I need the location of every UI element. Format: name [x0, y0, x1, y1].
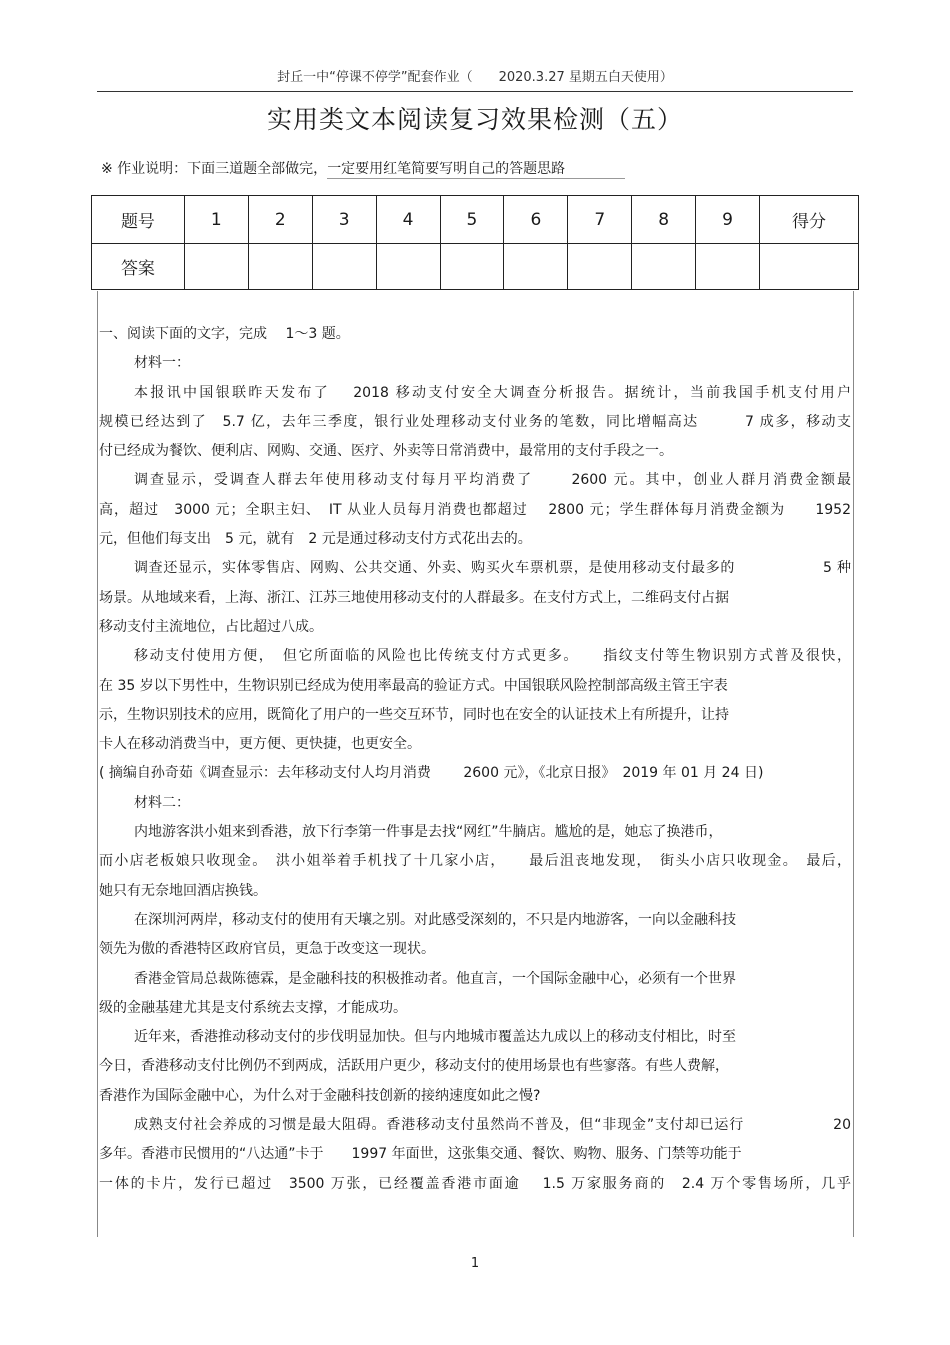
question-number-cell: 4: [376, 196, 440, 244]
passage-line: 示，生物识别技术的应用，既简化了用户的一些交互环节，同时也在安全的认证技术上有所提升，让持: [99, 706, 729, 723]
passage-line: 香港金管局总裁陈德霖，是金融科技的积极推动者。他直言，一个国际金融中心，必须有一个世界: [134, 970, 736, 987]
passage-line: 在深圳河两岸，移动支付的使用有天壤之别。对此感受深刻的，不只是内地游客，一向以金融科技: [134, 911, 736, 928]
passage-line: 近年来，香港推动移动支付的步伐明显加快。但与内地城市覆盖达九成以上的移动支付相比，时至: [134, 1029, 736, 1046]
instruction-emphasis: 一定要用红笔简要写明自己的答题思路: [327, 158, 625, 179]
material-one-source: ( 摘编自孙奇茹《调查显示：去年移动支付人均月消费 2600 元》，《北京日报》 2019 年 01 月 24 日): [99, 765, 764, 782]
score-cell[interactable]: [760, 244, 859, 290]
question-number-cell: 2: [248, 196, 312, 244]
material-one-label: 材料一：: [134, 355, 190, 372]
answer-cell[interactable]: [440, 244, 504, 290]
question-number-cell: 7: [568, 196, 632, 244]
passage-line: 规模已经达到了 5.7 亿，去年三季度，银行业处理移动支付业务的笔数，同比增幅高达 7 成多，移动支: [99, 413, 851, 430]
passage-line: 多年。香港市民惯用的“八达通”卡于 1997 年面世，这张集交通、餐饮、购物、服务、门禁等功能于: [99, 1146, 742, 1163]
question-number-cell: 8: [632, 196, 696, 244]
reading-passage: [99, 320, 851, 1199]
passage-line: 她只有无奈地回酒店换钱。: [99, 882, 267, 899]
assignment-instruction: [101, 158, 625, 179]
score-header-cell: 得分: [760, 196, 859, 244]
page-number: 1: [470, 1256, 480, 1271]
page-header: 封丘一中“停课不停学”配套作业（ 2020.3.27 星期五白天使用）: [277, 70, 673, 85]
answer-cell[interactable]: [248, 244, 312, 290]
answer-row: [92, 244, 859, 290]
passage-line: 高，超过 3000 元；全职主妇、 IT 从业人员每月消费也都超过 2800 元；学生群体每月消费金额为 1952: [99, 501, 851, 518]
passage-line: 场景。从地域来看，上海、浙江、江苏三地使用移动支付的人群最多。在支付方式上，二维码支付占据: [99, 589, 729, 606]
passage-line: 本报讯中国银联昨天发布了 2018 移动支付安全大调查分析报告。据统计，当前我国手机支付用户: [134, 384, 851, 401]
header-divider: [97, 91, 853, 92]
answer-table: [91, 195, 859, 290]
passage-line: 元，但他们每支出 5 元，就有 2 元是通过移动支付方式花出去的。: [99, 531, 532, 548]
answer-cell[interactable]: [504, 244, 568, 290]
passage-line: 调查还显示，实体零售店、网购、公共交通、外卖、购买火车票机票，是使用移动支付最多的 5 种: [134, 560, 851, 577]
question-number-cell: 3: [312, 196, 376, 244]
passage-line: 今日，香港移动支付比例仍不到两成，活跃用户更少，移动支付的使用场景也有些寥落。有些人费解，: [99, 1058, 729, 1075]
question-number-row: [92, 196, 859, 244]
passage-line: 在 35 岁以下男性中，生物识别已经成为使用率最高的验证方式。中国银联风险控制部高级主管王宇表: [99, 677, 728, 694]
question-number-cell: 1: [184, 196, 248, 244]
answer-cell[interactable]: [184, 244, 248, 290]
answer-cell[interactable]: [696, 244, 760, 290]
material-two-label: 材料二：: [134, 794, 190, 811]
answer-cell[interactable]: [376, 244, 440, 290]
answer-cell[interactable]: [568, 244, 632, 290]
question-number-cell: 5: [440, 196, 504, 244]
page-title: 实用类文本阅读复习效果检测（五）: [266, 105, 683, 134]
passage-line: 而小店老板娘只收现金。 洪小姐举着手机找了十几家小店， 最后沮丧地发现， 街头小店只收现金。 最后，: [99, 853, 851, 870]
answer-label-cell: 答案: [92, 244, 185, 290]
header-cell: 题号: [92, 196, 185, 244]
passage-line: 移动支付使用方便， 但它所面临的风险也比传统支付方式更多。 指纹支付等生物识别方式普及很快，: [134, 648, 851, 665]
instruction-prefix: ※ 作业说明：下面三道题全部做完，: [101, 161, 328, 177]
passage-line: 调查显示，受调查人群去年使用移动支付每月平均消费了 2600 元。其中，创业人群月消费金额最: [134, 472, 851, 489]
section-heading: 一、阅读下面的文字，完成 1～3 题。: [99, 326, 350, 342]
question-number-cell: 9: [696, 196, 760, 244]
passage-line: 成熟支付社会养成的习惯是最大阻碍。香港移动支付虽然尚不普及，但“非现金”支付却已运行 20: [134, 1117, 851, 1134]
answer-cell[interactable]: [312, 244, 376, 290]
passage-line: 领先为傲的香港特区政府官员，更急于改变这一现状。: [99, 941, 435, 958]
passage-line: 级的金融基建尤其是支付系统去支撑，才能成功。: [99, 999, 407, 1016]
passage-line: 付已经成为餐饮、便利店、网购、交通、医疗、外卖等日常消费中，最常用的支付手段之一。: [99, 443, 673, 460]
passage-line: 移动支付主流地位，占比超过八成。: [99, 618, 323, 635]
answer-cell[interactable]: [632, 244, 696, 290]
passage-line: 香港作为国际金融中心，为什么对于金融科技创新的接纳速度如此之慢?: [99, 1087, 541, 1104]
passage-line: 一体的卡片，发行已超过 3500 万张，已经覆盖香港市面逾 1.5 万家服务商的 2.4 万个零售场所，几乎: [99, 1175, 851, 1192]
question-number-cell: 6: [504, 196, 568, 244]
passage-line: 卡人在移动消费当中，更方便、更快捷，也更安全。: [99, 736, 421, 753]
passage-line: 内地游客洪小姐来到香港，放下行李第一件事是去找“网红”牛腩店。尴尬的是，她忘了换港币，: [134, 824, 723, 841]
